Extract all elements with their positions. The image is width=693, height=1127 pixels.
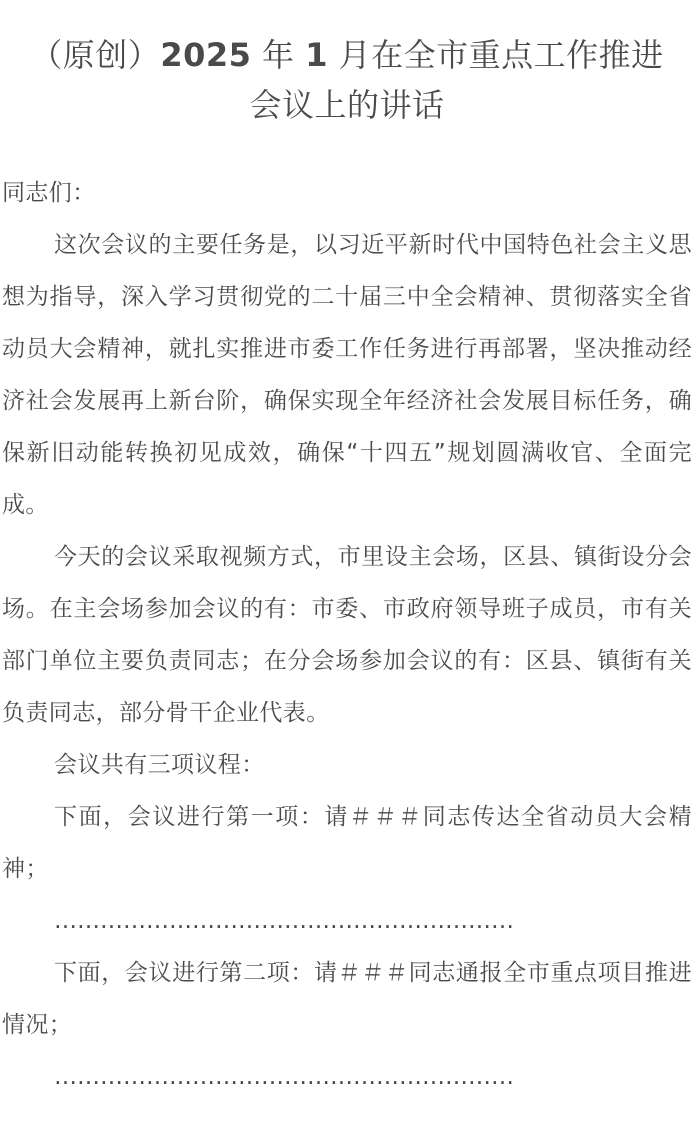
title-year-unit: 年 [251, 36, 306, 74]
paragraph-item-2: 下面，会议进行第二项：请＃＃＃同志通报全市重点项目推进情况； [2, 960, 692, 1038]
ellipsis-divider-2: …………………………………………………… [54, 1064, 514, 1090]
paragraph-attendance: 今天的会议采取视频方式，市里设主会场，区县、镇街设分会场。在主会场参加会议的有：市委、市政府领导班子成员，市有关部门单位主要负责同志；在分会场参加会议的有：区县、镇街有关负责同志，部分骨干企业代表。 [2, 544, 692, 726]
title-month: 1 [305, 36, 328, 74]
document-body [2, 167, 692, 1103]
paragraph-agenda: 会议共有三项议程： [54, 752, 265, 778]
title-suffix: 月在全市重点工作推进 [328, 36, 664, 74]
document-page [0, 30, 693, 1127]
title-prefix: （原创） [30, 36, 161, 74]
salutation: 同志们： [2, 180, 96, 206]
paragraph-task: 这次会议的主要任务是，以习近平新时代中国特色社会主义思想为指导，深入学习贯彻党的二十届三中全会精神、贯彻落实全省动员大会精神，就扎实推进市委工作任务进行再部署，坚决推动经济社会发展再上新台阶，确保实现全年经济社会发展目标任务，确保新旧动能转换初见成效，确保“十四五”规划圆满收官、全面完成。 [2, 232, 692, 518]
title-line2: 会议上的讲话 [249, 86, 445, 124]
document-title [2, 30, 692, 130]
title-year: 2025 [160, 36, 252, 74]
paragraph-item-1: 下面，会议进行第一项：请＃＃＃同志传达全省动员大会精神； [2, 804, 692, 882]
ellipsis-divider-1: …………………………………………………… [54, 908, 514, 934]
